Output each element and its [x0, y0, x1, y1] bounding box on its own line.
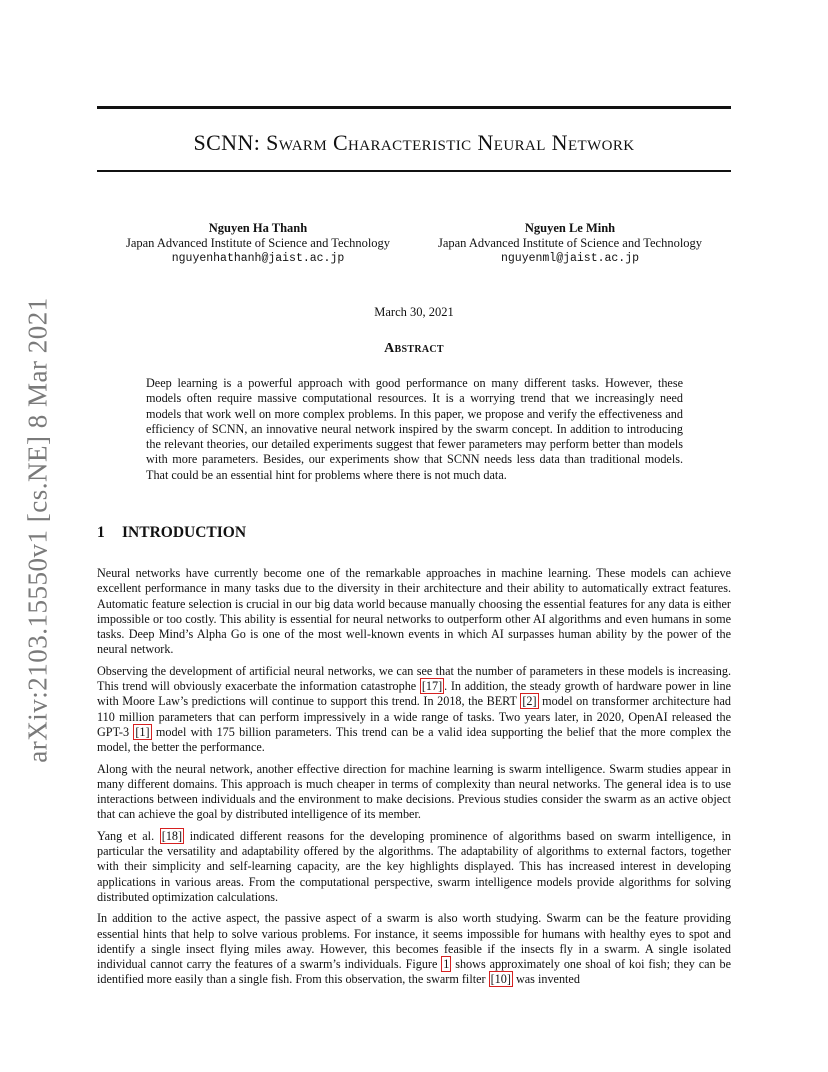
paper-title: SCNN: Swarm Characteristic Neural Network	[193, 130, 635, 155]
paragraph	[97, 911, 731, 987]
author-affiliation: Japan Advanced Institute of Science and Technology	[125, 236, 391, 250]
figure-link[interactable]: 1	[443, 957, 450, 972]
text-run: In addition to the active aspect, the passive aspect of a swarm is also worth studying. Swarm can be the feature providing essential hints that help to solve various problems. For instance, it seems impossible for humans with healthy eyes to spot and identify a single insect flying miles away. However, this becomes feasible if the insects fly in a swarm. A single isolated individual cannot carry the features of a swarm’s individuals. Figure	[97, 911, 731, 972]
citation-link[interactable]: [2]	[522, 694, 537, 709]
paragraph	[97, 829, 731, 905]
text-run: . In addition, the steady growth of hardware power in line with Moore Law’s predictions will continue to support this trend. In 2018, the BERT	[97, 679, 731, 709]
citation-link[interactable]: [18]	[161, 828, 183, 843]
author-affiliation: Japan Advanced Institute of Science and Technology	[437, 236, 703, 250]
section-title: INTRODUCTION	[122, 524, 247, 541]
author-name: Nguyen Le Minh	[524, 221, 616, 235]
text-run: Yang et al.	[97, 828, 160, 843]
paragraph: Along with the neural network, another effective direction for machine learning is swarm intelligence. Swarm studies appear in many different domains. This approach is much cheaper in terms of complexity than neural networks. The general idea is to use interactions between individuals and the environment to make decisions. Previous studies consider the swarm as an active object that can achieve the goal by distributed intelligence of its member.	[97, 761, 731, 822]
text-run: shows approximately one shoal of koi fish; they can be identified more easily than a single fish. From this observation, the swarm filter	[97, 957, 731, 987]
title-rule-bottom	[97, 170, 731, 172]
author-name: Nguyen Ha Thanh	[208, 221, 308, 235]
abstract-text: Deep learning is a powerful approach with good performance on many different tasks. However, these models often require massive computational resources. It is a worrying trend that we increasingly need models that work well on more complex problems. In this paper, we propose and verify the effectiveness and efficiency of SCNN, an innovative neural network inspired by the swarm concept. In addition to introducing the relevant theories, our detailed experiments suggest that fewer parameters may perform better than models with more parameters. Besides, our experiments show that SCNN needs less data than traditional models. That could be an essential hint for problems where there is not much data.	[146, 376, 683, 482]
section-heading	[97, 524, 246, 542]
arxiv-identifier: arXiv:2103.15550v1 [cs.NE] 8 Mar 2021	[22, 297, 53, 763]
title-rule-top	[97, 106, 731, 109]
abstract-heading: Abstract	[384, 341, 444, 356]
citation-link[interactable]: [17]	[421, 679, 443, 694]
citation-link[interactable]: [1]	[135, 724, 150, 739]
text-run: model with 175 billion parameters. This trend can be a valid idea supporting the belief that the more complex the model, the better the performance.	[97, 724, 731, 755]
paper-date: March 30, 2021	[374, 305, 454, 319]
text-run: was invented	[512, 972, 580, 987]
author-block	[106, 221, 410, 266]
paragraph: Neural networks have currently become one of the remarkable approaches in machine learning. These models can achieve excellent performance in many tasks due to the diversity in their architecture and their ability to automatically extract features. Automatic feature selection is crucial in our big data world because manually choosing the essential features for any data is either impossible or too costly. This ability is essential for neural networks to outperform other AI algorithms and even humans in some tasks. Deep Mind’s Alpha Go is one of the most well-known events in which AI surpasses human ability by the power of the neural network.	[97, 566, 731, 657]
paragraph	[97, 664, 731, 756]
text-run: indicated different reasons for the developing prominence of algorithms based on swarm intelligence, in particular the versatility and adaptability offered by the algorithms. The adaptability of algorithms to external factors, together with their simplicity and self-learning capacity, are the key highlights displayed. This has increased interest in developing applications in various areas. From the computational perspective, swarm intelligence models provide algorithms for solving distributed optimization calculations.	[97, 828, 731, 904]
text-run: Observing the development of artificial neural networks, we can see that the number of parameters in these models is increasing. This trend will obviously exacerbate the information catastrophe	[97, 663, 731, 694]
author-block	[418, 221, 722, 266]
author-email[interactable]: nguyenml@jaist.ac.jp	[500, 252, 640, 265]
author-email[interactable]: nguyenhathanh@jaist.ac.jp	[171, 252, 345, 265]
citation-link[interactable]: [10]	[490, 972, 511, 987]
section-number: 1	[97, 524, 105, 541]
text-run: model on transformer architecture had 110 million parameters that can perform impressively in a wide range of tasks. Two years later, in 2020, OpenAI released the GPT-3	[97, 694, 731, 739]
body-text	[97, 566, 731, 994]
